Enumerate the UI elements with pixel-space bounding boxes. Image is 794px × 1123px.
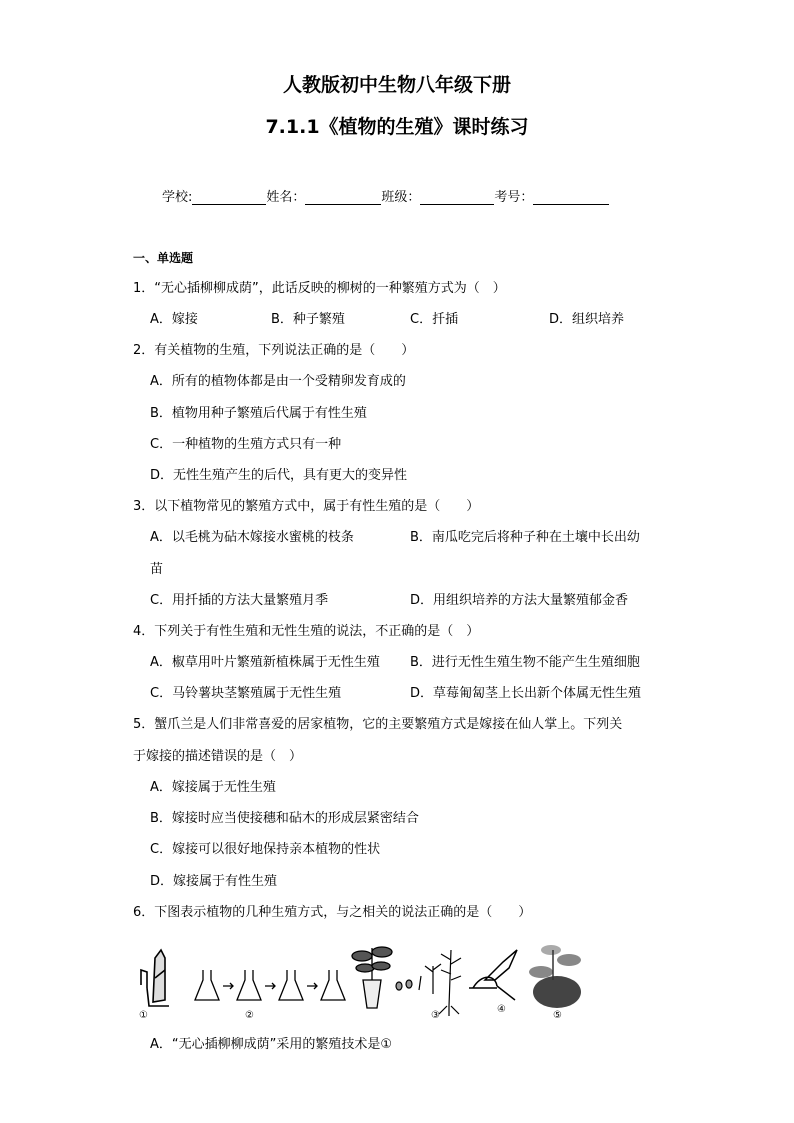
- question-6-stem: 6．下图表示植物的几种生殖方式，与之相关的说法正确的是（ ）: [133, 905, 532, 920]
- q3-option-c[interactable]: C．用扦插的方法大量繁殖月季: [150, 593, 329, 608]
- page-title: 人教版初中生物八年级下册: [282, 74, 511, 96]
- q1-option-b[interactable]: B．种子繁殖: [271, 312, 345, 327]
- question-3-stem: 3．以下植物常见的繁殖方式中，属于有性生殖的是（ ）: [133, 499, 480, 514]
- q4-option-b[interactable]: B．进行无性生殖生物不能产生生殖细胞: [410, 655, 640, 670]
- q6-option-a[interactable]: A．“无心插柳柳成荫”采用的繁殖技术是①: [150, 1037, 393, 1052]
- question-1-stem: 1．“无心插柳柳成荫”，此话反映的柳树的一种繁殖方式为（ ）: [133, 281, 506, 296]
- figure-part-4: [469, 950, 517, 1000]
- question-5-stem-line2: 于嫁接的描述错误的是（ ）: [133, 749, 303, 764]
- figure-part-1: [141, 950, 169, 1006]
- q2-option-b[interactable]: B．植物用种子繁殖后代属于有性生殖: [150, 406, 367, 421]
- exam-label: 考号：: [494, 190, 534, 205]
- figure-label-5: ⑤: [553, 1010, 562, 1020]
- q1-option-c[interactable]: C．扦插: [410, 312, 459, 327]
- name-label: 姓名：: [266, 190, 306, 205]
- q3-option-b-cont: 苗: [150, 562, 164, 577]
- section-heading: 一、单选题: [133, 251, 194, 265]
- reproduction-methods-figure: [133, 930, 593, 1020]
- page-subtitle: 7.1.1《植物的生殖》课时练习: [265, 116, 529, 138]
- q1-option-a[interactable]: A．嫁接: [150, 312, 198, 327]
- class-label: 班级：: [381, 190, 421, 205]
- figure-label-2: ②: [245, 1010, 254, 1020]
- q3-option-d[interactable]: D．用组织培养的方法大量繁殖郁金香: [410, 593, 629, 608]
- q2-option-d[interactable]: D．无性生殖产生的后代，具有更大的变异性: [150, 468, 408, 483]
- figure-part-5: [529, 945, 581, 1008]
- q1-option-d[interactable]: D．组织培养: [549, 312, 625, 327]
- question-4-stem: 4．下列关于有性生殖和无性生殖的说法，不正确的是（ ）: [133, 624, 480, 639]
- question-2-stem: 2．有关植物的生殖，下列说法正确的是（ ）: [133, 343, 415, 358]
- exam-field[interactable]: [533, 190, 609, 205]
- q5-option-d[interactable]: D．嫁接属于有性生殖: [150, 874, 278, 889]
- class-field[interactable]: [420, 190, 494, 205]
- q5-option-a[interactable]: A．嫁接属于无性生殖: [150, 780, 276, 795]
- q5-option-c[interactable]: C．嫁接可以很好地保持亲本植物的性状: [150, 842, 381, 857]
- figure-part-3: [396, 950, 461, 1016]
- q4-option-d[interactable]: D．草莓匍匐茎上长出新个体属无性生殖: [410, 686, 642, 701]
- q4-option-a[interactable]: A．椒草用叶片繁殖新植株属于无性生殖: [150, 655, 380, 670]
- q2-option-a[interactable]: A．所有的植物体都是由一个受精卵发育成的: [150, 374, 406, 389]
- figure-label-3: ③: [431, 1010, 440, 1020]
- q3-option-a[interactable]: A．以毛桃为砧木嫁接水蜜桃的枝条: [150, 530, 354, 545]
- school-label: 学校:: [162, 190, 193, 205]
- q2-option-c[interactable]: C．一种植物的生殖方式只有一种: [150, 437, 342, 452]
- q3-option-b[interactable]: B．南瓜吃完后将种子种在土壤中长出幼: [410, 530, 640, 545]
- figure-part-2: [195, 947, 392, 1008]
- school-field[interactable]: [192, 190, 266, 205]
- figure-label-1: ①: [139, 1010, 148, 1020]
- question-5-stem-line1: 5．蟹爪兰是人们非常喜爱的居家植物，它的主要繁殖方式是嫁接在仙人掌上。下列关: [133, 717, 623, 732]
- q5-option-b[interactable]: B．嫁接时应当使接穗和砧木的形成层紧密结合: [150, 811, 419, 826]
- student-info-row: [162, 186, 609, 205]
- figure-label-4: ④: [497, 1004, 506, 1015]
- name-field[interactable]: [305, 190, 381, 205]
- q4-option-c[interactable]: C．马铃薯块茎繁殖属于无性生殖: [150, 686, 342, 701]
